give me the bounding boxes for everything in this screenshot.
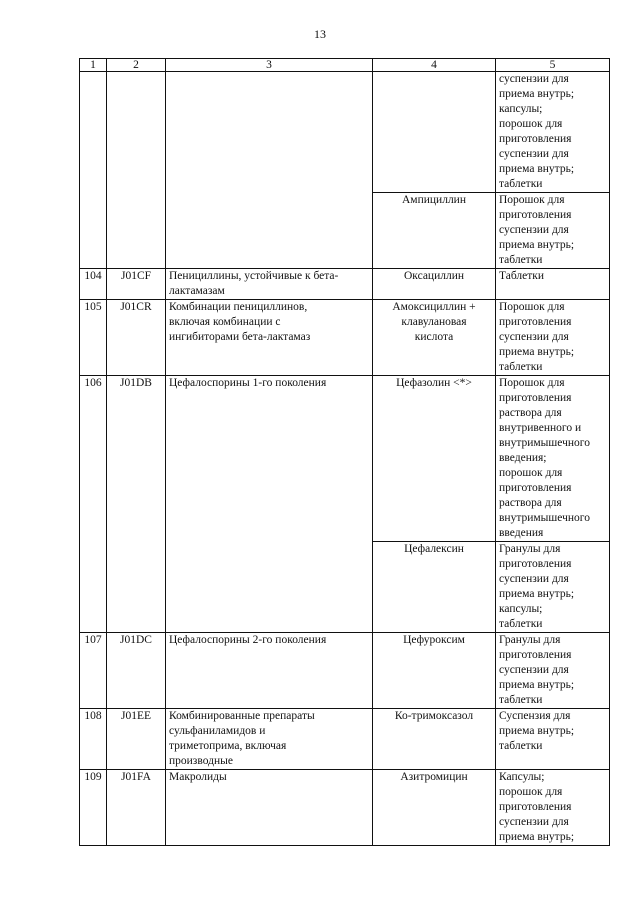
cell-text-line: Цефалоспорины 2-го поколения	[169, 634, 327, 646]
cell-text-line: порошок для	[499, 786, 563, 798]
cell-atc-code	[107, 72, 166, 269]
cell-text-line: Цефалоспорины 1-го поколения	[169, 377, 327, 389]
table-row	[80, 269, 610, 300]
cell-atc-code: J01EE	[107, 709, 166, 770]
cell-dosage-form	[496, 300, 610, 376]
cell-text-line: Ампициллин	[402, 194, 466, 206]
cell-text-line: Комбинации пенициллинов,	[169, 301, 308, 313]
cell-text-line: суспензии для	[499, 573, 569, 585]
cell-drug-name	[373, 300, 496, 376]
cell-text-line: производные	[169, 755, 233, 767]
cell-text-line: Гранулы для	[499, 634, 561, 646]
cell-dosage-form	[496, 376, 610, 542]
header-col-3: 3	[166, 59, 373, 72]
cell-number: 104	[80, 269, 107, 300]
cell-text-line: приготовления	[499, 392, 572, 404]
cell-text-line: суспензии для	[499, 816, 569, 828]
cell-text-line: приема внутрь;	[499, 163, 575, 175]
cell-text-line: введения;	[499, 452, 547, 464]
cell-drug-name	[373, 709, 496, 770]
cell-drug-name	[373, 542, 496, 633]
page-number: 13	[314, 27, 326, 41]
cell-text-line: приема внутрь;	[499, 239, 575, 251]
cell-pharm-group	[166, 72, 373, 269]
table-row	[80, 709, 610, 770]
cell-text-line: суспензии для	[499, 331, 569, 343]
cell-text-line: Цефуроксим	[403, 634, 465, 646]
cell-text-line: капсулы;	[499, 603, 543, 615]
cell-dosage-form	[496, 709, 610, 770]
cell-text-line: приготовления	[499, 482, 572, 494]
cell-text-line: порошок для	[499, 467, 563, 479]
cell-text-line: сульфаниламидов и	[169, 725, 266, 737]
cell-pharm-group	[166, 709, 373, 770]
cell-text-line: внутримышечного	[499, 437, 590, 449]
cell-drug-name	[373, 72, 496, 193]
cell-text-line: приема внутрь;	[499, 725, 575, 737]
cell-drug-name	[373, 633, 496, 709]
cell-text-line: суспензии для	[499, 664, 569, 676]
cell-text-line: порошок для	[499, 118, 563, 130]
cell-text-line: суспензии для	[499, 224, 569, 236]
table-row	[80, 376, 610, 542]
table-row	[80, 633, 610, 709]
cell-number	[80, 72, 107, 269]
cell-pharm-group	[166, 300, 373, 376]
cell-text-line: таблетки	[499, 740, 543, 752]
cell-text-line: Гранулы для	[499, 543, 561, 555]
cell-atc-code: J01DC	[107, 633, 166, 709]
cell-text-line: введения	[499, 527, 544, 539]
cell-text-line: приема внутрь;	[499, 831, 575, 843]
cell-text-line: Таблетки	[499, 270, 545, 282]
cell-text-line: Порошок для	[499, 301, 565, 313]
cell-text-line: Капсулы;	[499, 771, 545, 783]
cell-number: 106	[80, 376, 107, 633]
cell-text-line: приема внутрь;	[499, 679, 575, 691]
cell-text-line: раствора для	[499, 407, 562, 419]
cell-number: 108	[80, 709, 107, 770]
cell-atc-code: J01CF	[107, 269, 166, 300]
cell-text-line: приготовления	[499, 558, 572, 570]
cell-text-line: приема внутрь;	[499, 88, 575, 100]
cell-drug-name	[373, 269, 496, 300]
cell-text-line: Порошок для	[499, 194, 565, 206]
cell-dosage-form	[496, 193, 610, 269]
cell-dosage-form	[496, 770, 610, 846]
cell-text-line: приема внутрь;	[499, 588, 575, 600]
cell-drug-name	[373, 770, 496, 846]
cell-text-line: Макролиды	[169, 771, 227, 783]
table-row	[80, 72, 610, 193]
cell-text-line: Порошок для	[499, 377, 565, 389]
cell-text-line: приготовления	[499, 133, 572, 145]
cell-drug-name	[373, 193, 496, 269]
table-row	[80, 300, 610, 376]
cell-number: 105	[80, 300, 107, 376]
cell-text-line: Ко-тримоксазол	[394, 710, 474, 722]
cell-text-line: Цефалексин	[404, 543, 464, 555]
header-col-5: 5	[496, 59, 610, 72]
cell-dosage-form	[496, 542, 610, 633]
cell-text-line: приготовления	[499, 649, 572, 661]
cell-text-line: Азитромицин	[400, 771, 468, 783]
cell-text-line: Комбинированные препараты	[169, 710, 315, 722]
header-col-4: 4	[373, 59, 496, 72]
cell-text-line: таблетки	[499, 618, 543, 630]
cell-text-line: таблетки	[499, 178, 543, 190]
cell-dosage-form	[496, 633, 610, 709]
table-header-row	[80, 59, 610, 72]
cell-text-line: Оксациллин	[403, 270, 465, 282]
cell-drug-name	[373, 376, 496, 542]
cell-number: 109	[80, 770, 107, 846]
cell-text-line: суспензии для	[499, 73, 569, 85]
table-row	[80, 770, 610, 846]
cell-pharm-group	[166, 770, 373, 846]
cell-dosage-form	[496, 269, 610, 300]
cell-atc-code: J01FA	[107, 770, 166, 846]
cell-text-line: клавулановая	[401, 316, 467, 328]
cell-atc-code: J01DB	[107, 376, 166, 633]
cell-pharm-group	[166, 633, 373, 709]
cell-text-line: приготовления	[499, 801, 572, 813]
cell-atc-code: J01CR	[107, 300, 166, 376]
cell-text-line: таблетки	[499, 254, 543, 266]
cell-text-line: приготовления	[499, 209, 572, 221]
cell-text-line: лактамазам	[169, 285, 225, 297]
cell-text-line: приготовления	[499, 316, 572, 328]
cell-text-line: кислота	[414, 331, 454, 343]
cell-text-line: ингибиторами бета-лактамаз	[169, 331, 311, 343]
header-col-2: 2	[107, 59, 166, 72]
cell-number: 107	[80, 633, 107, 709]
cell-text-line: внутримышечного	[499, 512, 590, 524]
cell-pharm-group	[166, 269, 373, 300]
cell-text-line: приема внутрь;	[499, 346, 575, 358]
drug-table	[79, 58, 610, 846]
cell-text-line: капсулы;	[499, 103, 543, 115]
cell-text-line: суспензии для	[499, 148, 569, 160]
cell-text-line: таблетки	[499, 361, 543, 373]
cell-text-line: включая комбинации с	[169, 316, 281, 328]
cell-text-line: Цефазолин <*>	[396, 377, 472, 389]
cell-text-line: Суспензия для	[499, 710, 571, 722]
cell-text-line: триметоприма, включая	[169, 740, 287, 752]
header-col-1: 1	[80, 59, 107, 72]
cell-dosage-form	[496, 72, 610, 193]
cell-text-line: раствора для	[499, 497, 562, 509]
cell-text-line: Амоксициллин +	[392, 301, 476, 313]
cell-text-line: таблетки	[499, 694, 543, 706]
cell-text-line: Пенициллины, устойчивые к бета-	[169, 270, 339, 282]
cell-text-line: внутривенного и	[499, 422, 582, 434]
cell-pharm-group	[166, 376, 373, 633]
